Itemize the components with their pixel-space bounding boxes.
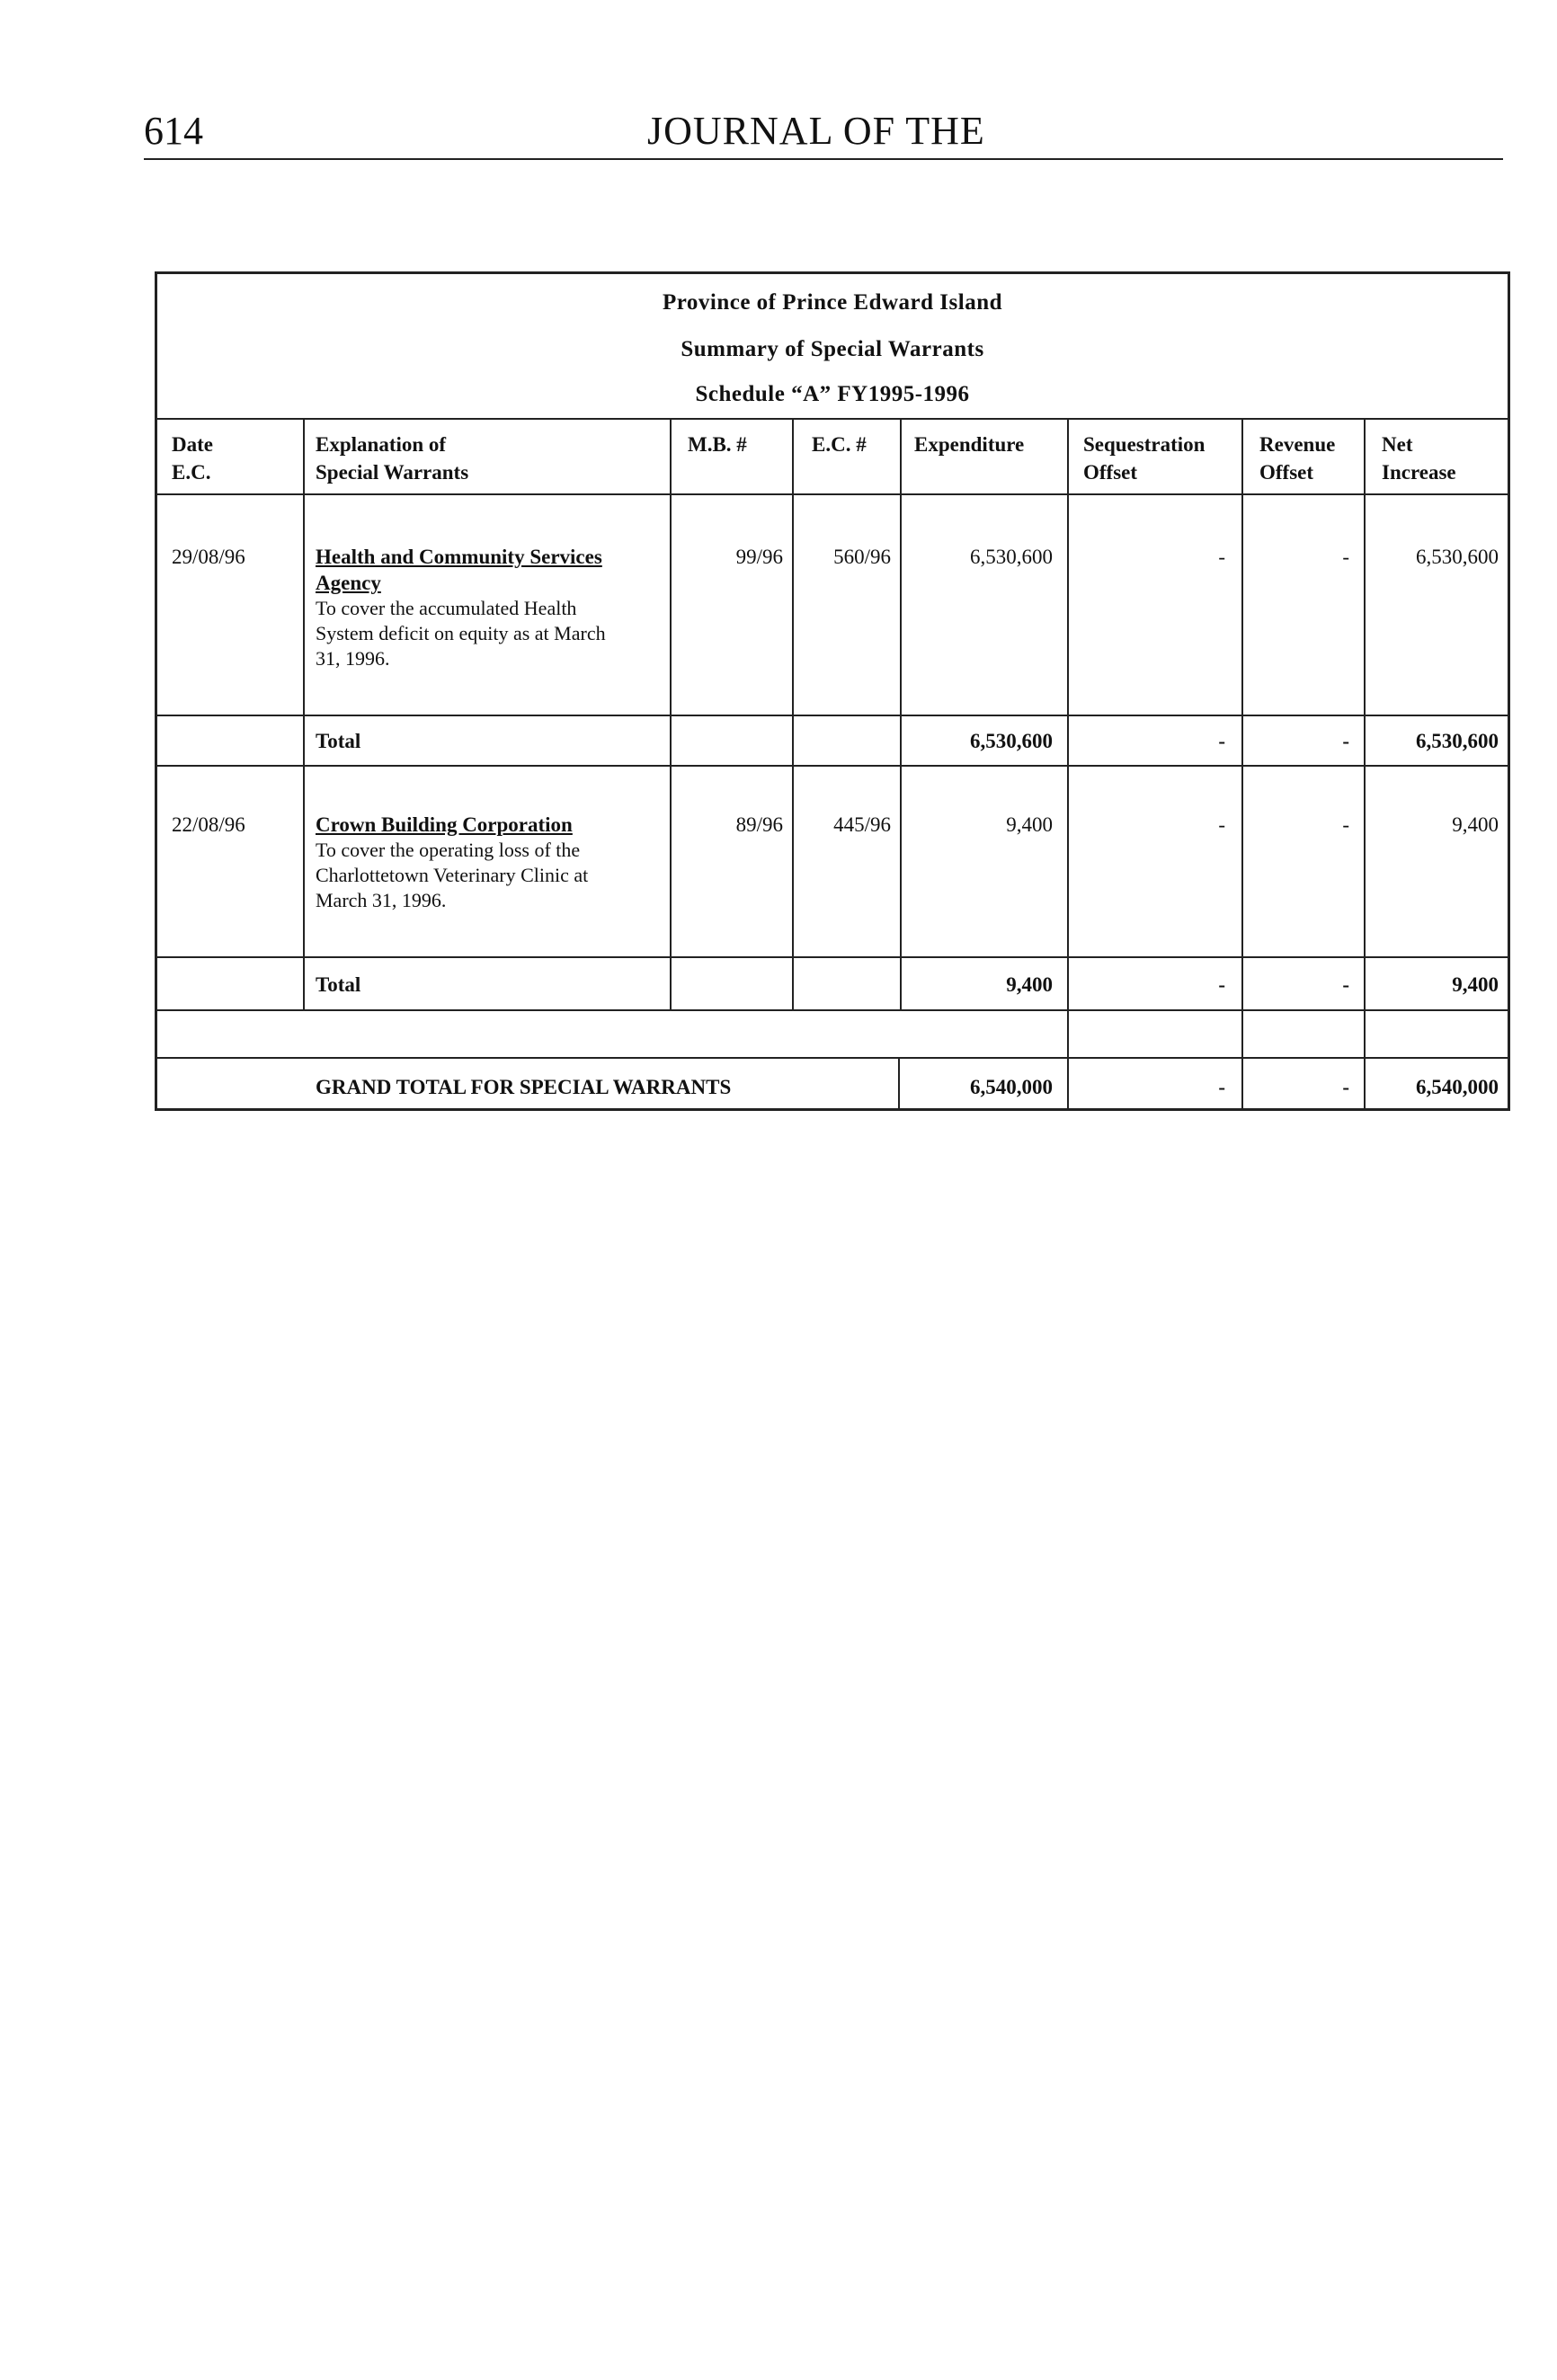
entry1-net: 6,530,600	[1416, 546, 1499, 568]
entry2-expenditure: 9,400	[1006, 813, 1053, 836]
total1-revenue: -	[1342, 730, 1349, 752]
special-warrants-table	[155, 271, 1510, 1111]
vrule-revenue	[1364, 418, 1366, 1058]
col-header-revenue	[1259, 431, 1362, 486]
grand-total-expenditure: 6,540,000	[970, 1076, 1053, 1098]
col-header-sequestration	[1083, 431, 1240, 486]
entry1-mb: 99/96	[735, 546, 783, 568]
vrule-expenditure	[1067, 418, 1069, 1058]
entry2-explanation	[316, 812, 666, 913]
col-header-date-line2: E.C.	[172, 461, 211, 484]
vrule-explanation	[670, 418, 672, 1009]
entry1-agency-line1: Health and Community Services	[316, 546, 602, 568]
col-header-explanation-line2: Special Warrants	[316, 461, 469, 484]
entry2-mb: 89/96	[735, 813, 783, 836]
col-header-revenue-line2: Offset	[1259, 461, 1314, 484]
entry1-date: 29/08/96	[172, 546, 245, 568]
col-header-explanation	[316, 431, 666, 486]
header-rule	[144, 158, 1503, 160]
entry2-agency-line1: Crown Building Corporation	[316, 813, 573, 836]
rule-entry2	[157, 956, 1508, 958]
col-header-explanation-line1: Explanation of	[316, 433, 447, 456]
rule-title	[157, 418, 1508, 420]
entry2-ec: 445/96	[833, 813, 891, 836]
col-header-net-line2: Increase	[1382, 461, 1456, 484]
entry2-desc-line3: March 31, 1996.	[316, 889, 447, 911]
col-header-mb: M.B. #	[688, 433, 747, 456]
vrule-mb	[792, 418, 794, 1009]
entry1-revenue: -	[1342, 546, 1349, 568]
total2-label: Total	[316, 973, 361, 996]
col-header-net-line1: Net	[1382, 433, 1413, 456]
vrule-grand-expenditure	[1067, 1057, 1069, 1111]
col-header-net	[1382, 431, 1504, 486]
vrule-ec	[900, 418, 902, 1009]
table-title-summary: Summary of Special Warrants	[681, 337, 984, 361]
entry2-sequestration: -	[1218, 813, 1225, 836]
rule-total1	[157, 765, 1508, 767]
entry1-explanation	[316, 544, 666, 671]
vrule-sequestration	[1241, 418, 1243, 1058]
vrule-grand-label	[898, 1057, 900, 1111]
table-title-province: Province of Prince Edward Island	[662, 290, 1003, 315]
col-header-ec: E.C. #	[812, 433, 867, 456]
table-title-block	[157, 274, 1508, 420]
rule-header	[157, 493, 1508, 495]
vrule-date	[303, 418, 305, 1009]
rule-total2	[157, 1009, 1508, 1011]
total2-net: 9,400	[1452, 973, 1499, 996]
total2-revenue: -	[1342, 973, 1349, 996]
vrule-grand-revenue	[1364, 1057, 1366, 1111]
entry1-ec: 560/96	[833, 546, 891, 568]
running-title: JOURNAL OF THE	[647, 109, 985, 153]
total1-sequestration: -	[1218, 730, 1225, 752]
total1-label: Total	[316, 730, 361, 752]
grand-total-net: 6,540,000	[1416, 1076, 1499, 1098]
grand-total-sequestration: -	[1218, 1076, 1225, 1098]
page-header	[144, 108, 1503, 164]
entry1-desc-line2: System deficit on equity as at March	[316, 622, 606, 644]
entry2-date: 22/08/96	[172, 813, 245, 836]
table-title-schedule: Schedule “A” FY1995-1996	[695, 382, 970, 406]
rule-spacer	[157, 1057, 1508, 1059]
entry1-agency-line2: Agency	[316, 572, 381, 594]
total2-expenditure: 9,400	[1006, 973, 1053, 996]
entry2-revenue: -	[1342, 813, 1349, 836]
entry1-desc-line1: To cover the accumulated Health	[316, 597, 577, 619]
entry2-desc-line1: To cover the operating loss of the	[316, 839, 581, 861]
vrule-grand-sequestration	[1241, 1057, 1243, 1111]
col-header-date-line1: Date	[172, 433, 213, 456]
col-header-sequestration-line2: Offset	[1083, 461, 1138, 484]
entry1-desc-line3: 31, 1996.	[316, 647, 390, 670]
grand-total-label: GRAND TOTAL FOR SPECIAL WARRANTS	[316, 1076, 732, 1098]
entry1-sequestration: -	[1218, 546, 1225, 568]
entry1-expenditure: 6,530,600	[970, 546, 1053, 568]
col-header-date	[172, 431, 298, 486]
col-header-expenditure: Expenditure	[914, 433, 1025, 456]
col-header-revenue-line1: Revenue	[1259, 433, 1336, 456]
col-header-sequestration-line1: Sequestration	[1083, 433, 1206, 456]
entry2-desc-line2: Charlottetown Veterinary Clinic at	[316, 864, 589, 886]
rule-entry1	[157, 715, 1508, 716]
total2-sequestration: -	[1218, 973, 1225, 996]
total1-expenditure: 6,530,600	[970, 730, 1053, 752]
total1-net: 6,530,600	[1416, 730, 1499, 752]
page-number: 614	[144, 109, 203, 153]
entry2-net: 9,400	[1452, 813, 1499, 836]
grand-total-revenue: -	[1342, 1076, 1349, 1098]
